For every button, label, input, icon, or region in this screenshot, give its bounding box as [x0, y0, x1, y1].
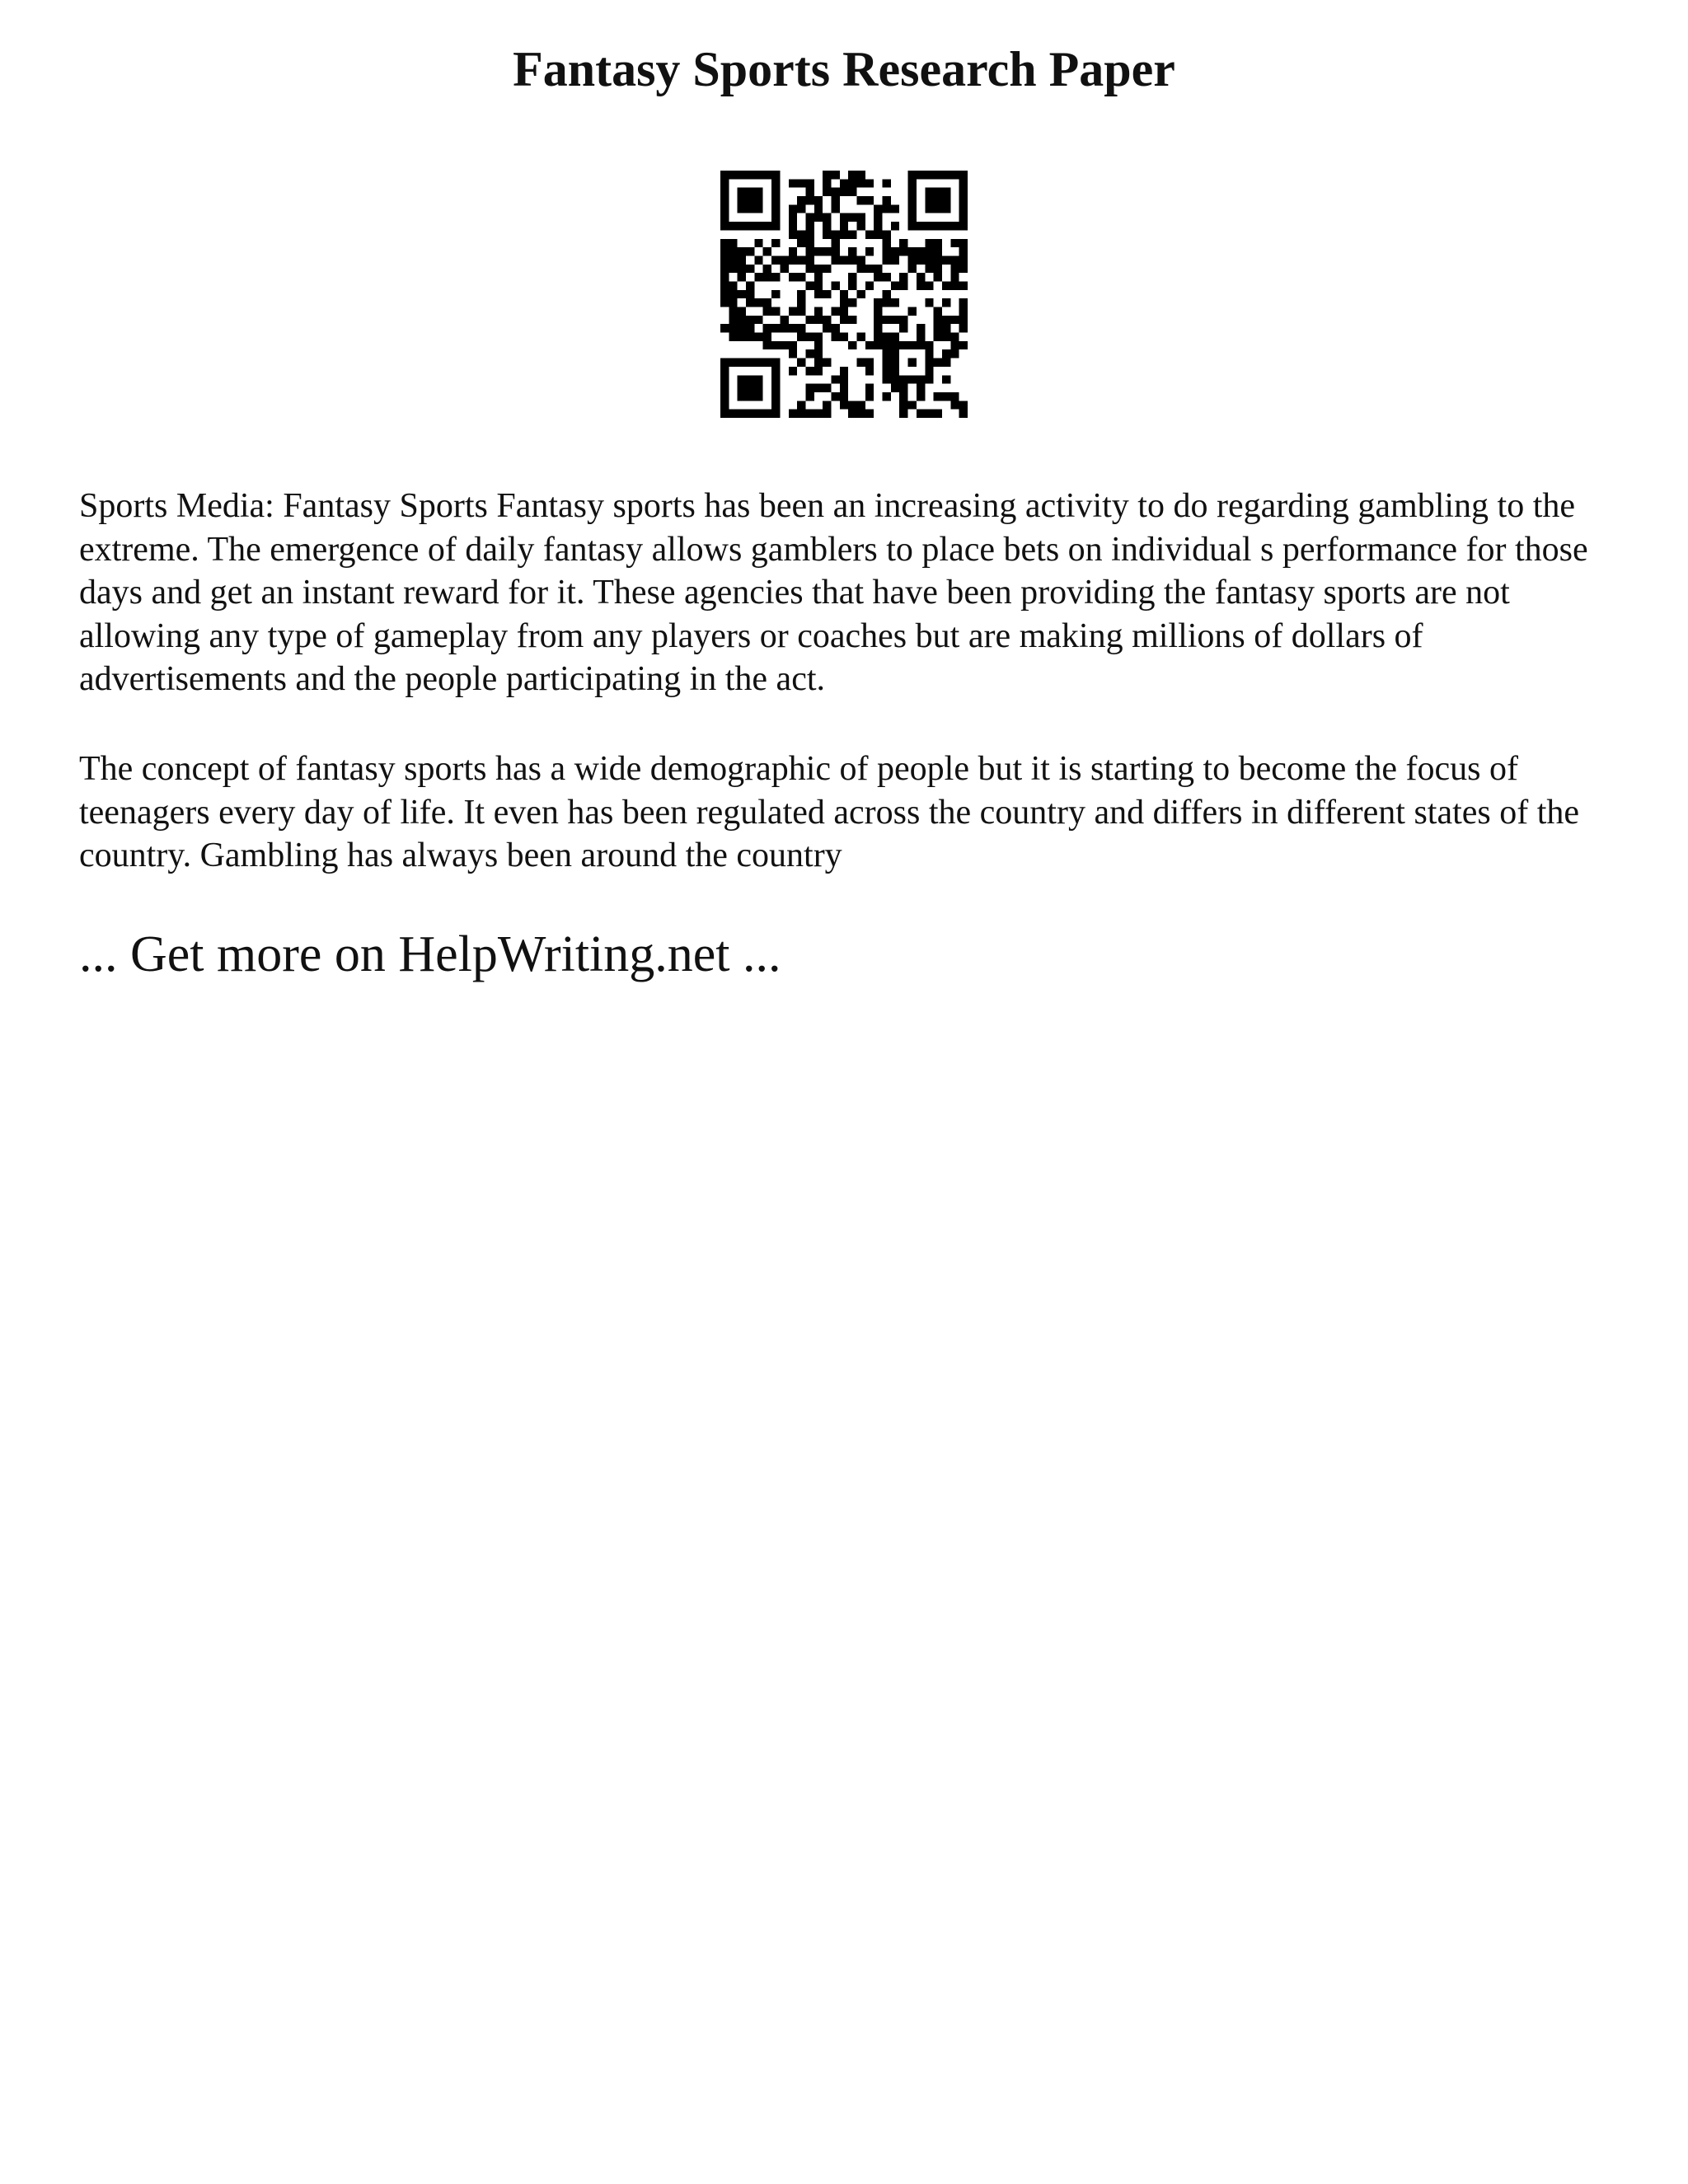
qr-code-icon	[720, 171, 968, 418]
paragraph-2: The concept of fantasy sports has a wide demographic of people but it is starting to become the focus of teenagers every day of life. It even has been regulated across the country and differs in different states of the country. Gambling has always been around the country	[79, 750, 1580, 874]
get-more-link[interactable]: ... Get more on HelpWriting.net ...	[79, 926, 781, 982]
page-title: Fantasy Sports Research Paper	[513, 42, 1175, 96]
paragraph-1: Sports Media: Fantasy Sports Fantasy sports has been an increasing activity to do regarding gambling to the extreme. The emergence of daily fantasy allows gamblers to place bets on individual s performance for those days and get an instant reward for it. These agencies that have been providing the fantasy sports are not allowing any type of gameplay from any players or coaches but are making millions of dollars of advertisements and the people participating in the act.	[79, 487, 1588, 698]
